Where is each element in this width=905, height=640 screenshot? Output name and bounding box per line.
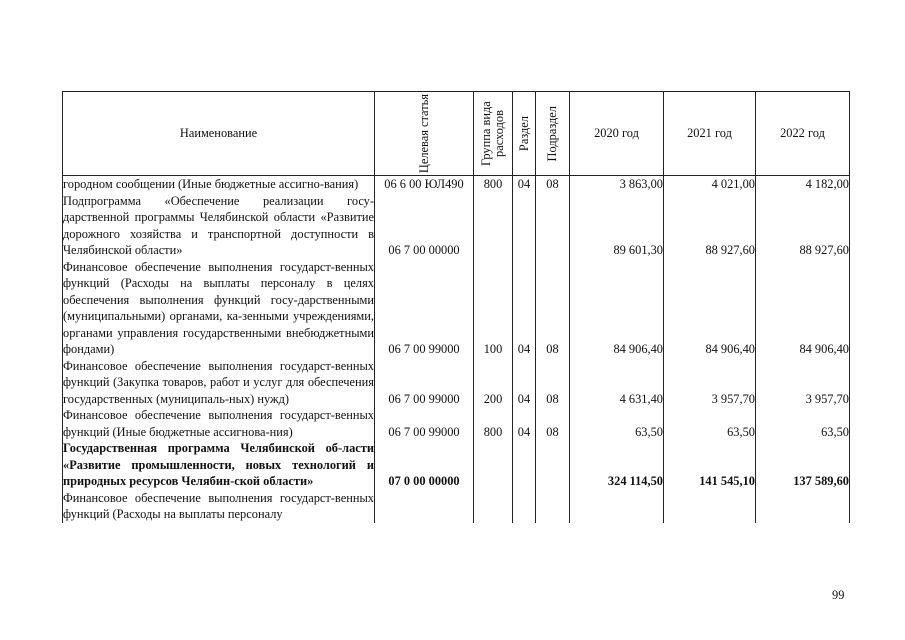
row-amount-2022 (756, 193, 850, 259)
row-amount-2020 (570, 358, 664, 408)
row-subsection-text: 08 (546, 391, 559, 406)
row-amount-2021 (664, 193, 756, 259)
row-amount-2020-text: 63,50 (635, 424, 663, 439)
table-row (63, 193, 850, 259)
row-name (63, 407, 375, 440)
row-amount-2021-text: 3 957,70 (711, 391, 755, 406)
header-expense-group: Группа вида расходов (474, 92, 513, 176)
row-amount-2022-text: 84 906,40 (799, 342, 849, 356)
budget-table (62, 91, 850, 523)
row-name-text: Подпрограмма «Обеспечение реализации госу-дарственной программы Челябинской области «Развитие дорожного хозяйства и транспортной доступности в Челябинской области» (63, 193, 374, 257)
row-target-article (375, 490, 474, 523)
table-row (63, 176, 850, 193)
row-name-text: городном сообщении (Иные бюджетные ассигно-вания) (63, 177, 359, 191)
row-amount-2020 (570, 407, 664, 440)
row-subsection-text: 08 (546, 342, 559, 356)
row-expense-group-text: 100 (483, 342, 503, 356)
row-target-article (375, 176, 474, 193)
row-section (513, 259, 536, 358)
row-name-text: Финансовое обеспечение выполнения государст-венных функций (Расходы на выплаты персоналу в целях обеспечения выполнения функций госу-дарственными (муниципальными) органами, ка-зенными учреждениями, органами управления государственными внебюджетными фондами) (63, 259, 374, 356)
row-subsection (536, 440, 570, 490)
table-row (63, 259, 850, 358)
header-subsection: Подраздел (536, 92, 570, 176)
row-name (63, 259, 375, 358)
row-expense-group-text: 200 (483, 391, 503, 406)
row-expense-group (474, 440, 513, 490)
row-amount-2021 (664, 259, 756, 358)
row-name-text: Финансовое обеспечение выполнения государст-венных функций (Закупка товаров, работ и услуг для обеспечения государственных (муниципаль-ных) нужд) (63, 358, 374, 406)
row-amount-2022-text: 137 589,60 (793, 474, 849, 488)
row-name-text: Государственная программа Челябинской об-ласти «Развитие промышленности, новых технологий и природных ресурсов Челябин-ской области» (63, 441, 374, 488)
header-name: Наименование (63, 92, 375, 176)
row-amount-2020 (570, 440, 664, 490)
row-expense-group (474, 176, 513, 193)
row-amount-2021-text: 63,50 (727, 424, 755, 439)
row-amount-2022-text: 88 927,60 (799, 243, 849, 257)
row-amount-2021 (664, 358, 756, 408)
row-amount-2022 (756, 407, 850, 440)
row-section (513, 407, 536, 440)
header-section: Раздел (513, 92, 536, 176)
row-subsection (536, 407, 570, 440)
row-amount-2021-text: 88 927,60 (705, 243, 755, 257)
row-section-text: 04 (517, 342, 531, 356)
row-amount-2022 (756, 440, 850, 490)
row-target-article (375, 440, 474, 490)
row-subsection-text: 08 (546, 424, 559, 439)
header-target-article: Целевая статья (375, 92, 474, 176)
row-amount-2021-text: 141 545,10 (699, 474, 755, 488)
table-row (63, 358, 850, 408)
row-section (513, 490, 536, 523)
row-subsection (536, 259, 570, 358)
row-amount-2022 (756, 259, 850, 358)
row-amount-2020-text: 84 906,40 (613, 342, 663, 356)
row-target-article (375, 259, 474, 358)
row-amount-2020-text: 89 601,30 (613, 243, 663, 257)
page-number: 99 (832, 588, 845, 602)
table-row (63, 407, 850, 440)
row-subsection (536, 176, 570, 193)
row-target-article-text: 06 7 00 99000 (388, 424, 460, 439)
row-section (513, 193, 536, 259)
row-expense-group (474, 358, 513, 408)
row-amount-2021-text: 84 906,40 (705, 342, 755, 356)
row-section (513, 358, 536, 408)
table-body (63, 176, 850, 523)
table-row (63, 440, 850, 490)
row-expense-group-text: 800 (483, 177, 503, 191)
row-target-article (375, 358, 474, 408)
row-amount-2022-text: 63,50 (821, 424, 849, 439)
row-section-text: 04 (517, 177, 531, 191)
row-amount-2020-text: 3 863,00 (619, 177, 663, 191)
row-name (63, 490, 375, 523)
row-subsection (536, 490, 570, 523)
row-amount-2022 (756, 358, 850, 408)
row-section (513, 440, 536, 490)
row-name-text: Финансовое обеспечение выполнения государст-венных функций (Расходы на выплаты персоналу (63, 490, 374, 521)
header-row (63, 92, 850, 176)
row-amount-2020 (570, 259, 664, 358)
row-amount-2022-text: 4 182,00 (805, 177, 849, 191)
row-amount-2021 (664, 176, 756, 193)
header-2020: 2020 год (570, 92, 664, 176)
row-amount-2020-text: 4 631,40 (619, 391, 663, 406)
row-target-article (375, 407, 474, 440)
row-amount-2022 (756, 176, 850, 193)
row-amount-2021 (664, 440, 756, 490)
header-2022: 2022 год (756, 92, 850, 176)
row-section-text: 04 (517, 424, 531, 439)
row-expense-group (474, 193, 513, 259)
row-expense-group (474, 490, 513, 523)
row-subsection-text: 08 (546, 177, 559, 191)
row-target-article-text: 06 6 00 ЮЛ490 (384, 177, 464, 191)
row-amount-2020-text: 324 114,50 (607, 474, 663, 488)
row-target-article-text: 07 0 00 00000 (388, 474, 460, 488)
row-target-article-text: 06 7 00 00000 (388, 243, 460, 257)
row-name (63, 193, 375, 259)
header-2021: 2021 год (664, 92, 756, 176)
row-expense-group-text: 800 (483, 424, 503, 439)
row-section (513, 176, 536, 193)
row-expense-group (474, 259, 513, 358)
row-amount-2022-text: 3 957,70 (805, 391, 849, 406)
row-subsection (536, 358, 570, 408)
row-name (63, 358, 375, 408)
row-name-text: Финансовое обеспечение выполнения государст-венных функций (Иные бюджетные ассигнова-ния) (63, 408, 374, 439)
row-expense-group (474, 407, 513, 440)
row-name (63, 176, 375, 193)
row-amount-2021 (664, 407, 756, 440)
row-amount-2020 (570, 193, 664, 259)
row-amount-2020 (570, 490, 664, 523)
row-target-article-text: 06 7 00 99000 (388, 342, 460, 356)
row-amount-2022 (756, 490, 850, 523)
row-amount-2021 (664, 490, 756, 523)
row-target-article-text: 06 7 00 99000 (388, 391, 460, 406)
row-amount-2020 (570, 176, 664, 193)
row-amount-2021-text: 4 021,00 (711, 177, 755, 191)
row-target-article (375, 193, 474, 259)
row-name (63, 440, 375, 490)
row-subsection (536, 193, 570, 259)
table-row (63, 490, 850, 523)
row-section-text: 04 (517, 391, 531, 406)
